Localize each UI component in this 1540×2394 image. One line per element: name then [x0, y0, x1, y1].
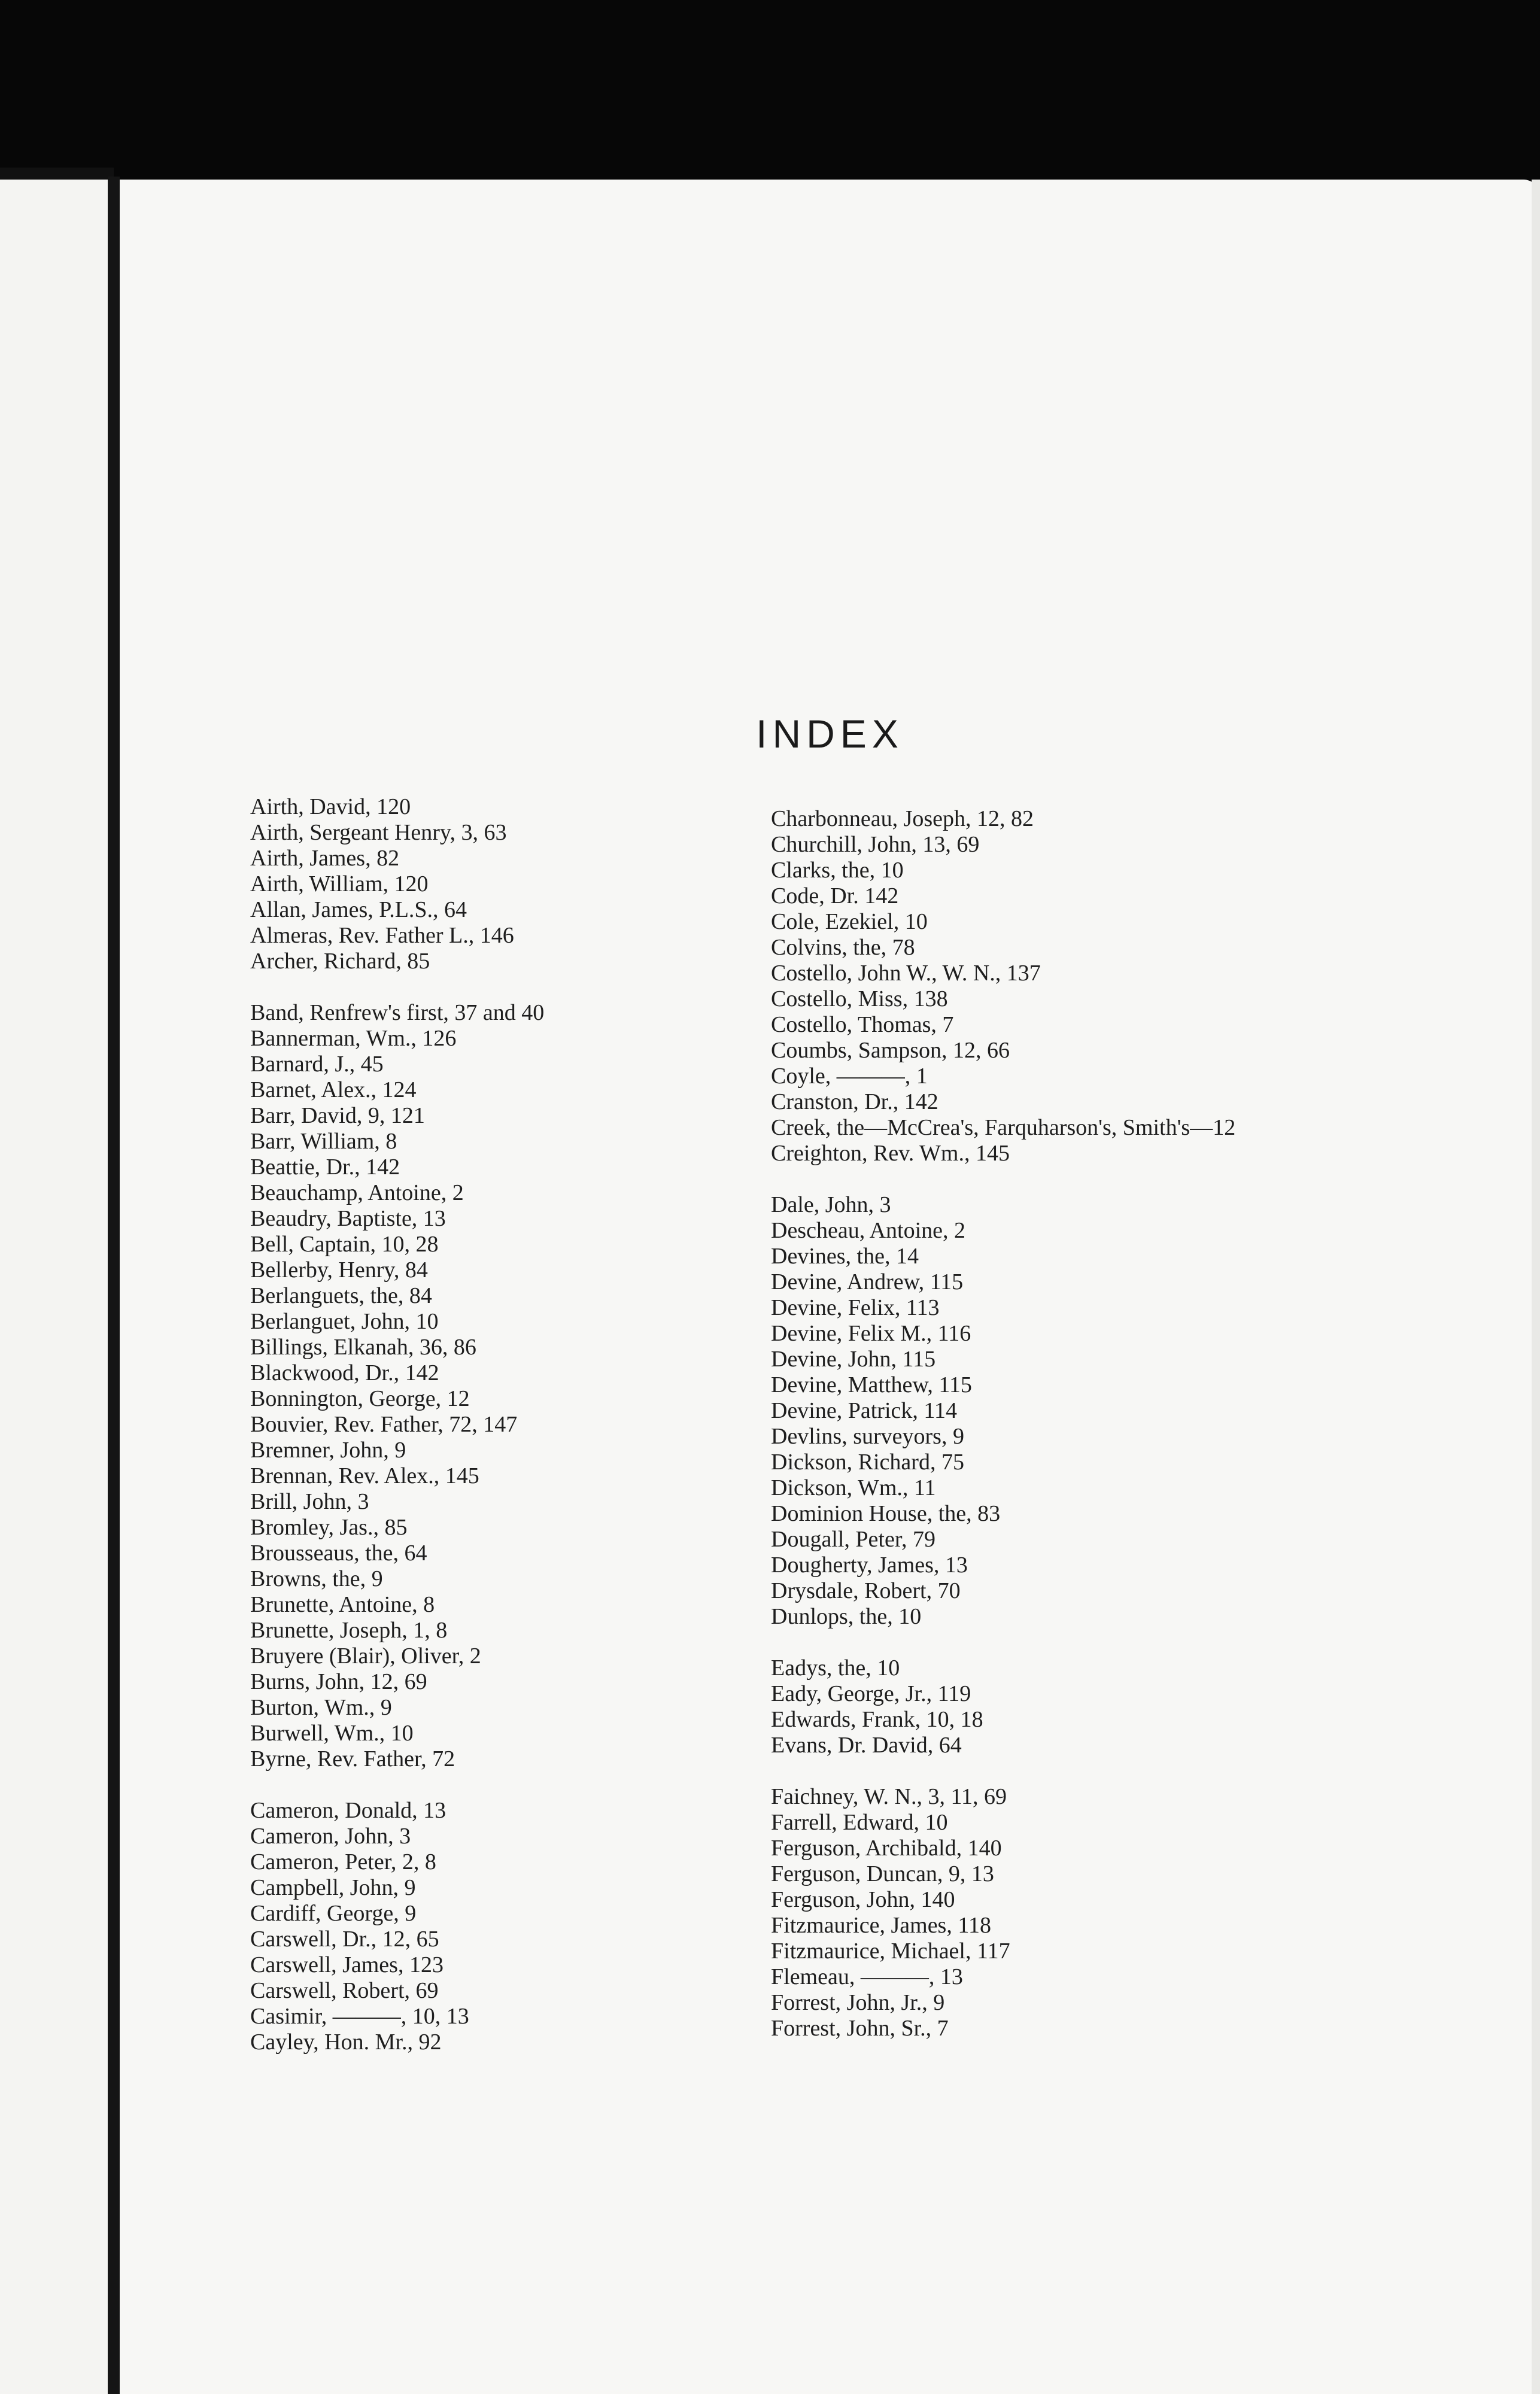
index-entry: Berlanguet, John, 10: [250, 1309, 439, 1334]
index-entry: Bruyere (Blair), Oliver, 2: [250, 1643, 481, 1669]
index-entry: Campbell, John, 9: [250, 1875, 416, 1900]
index-entry: Coumbs, Sampson, 12, 66: [771, 1038, 1010, 1063]
index-entry: Airth, Sergeant Henry, 3, 63: [250, 820, 507, 845]
index-entry: Colvins, the, 78: [771, 935, 915, 960]
index-entry: Devlins, surveyors, 9: [771, 1424, 964, 1449]
index-entry: Dickson, Richard, 75: [771, 1450, 964, 1475]
index-entry: Costello, Miss, 138: [771, 986, 948, 1011]
index-entry: Creek, the—McCrea's, Farquharson's, Smith's—12: [771, 1115, 1236, 1140]
index-entry: Carswell, Robert, 69: [250, 1978, 439, 2003]
index-entry: Archer, Richard, 85: [250, 949, 430, 974]
index-entry: Byrne, Rev. Father, 72: [250, 1746, 455, 1772]
index-entry: Dale, John, 3: [771, 1192, 891, 1217]
index-entry: Burns, John, 12, 69: [250, 1669, 427, 1694]
index-entry: Cole, Ezekiel, 10: [771, 909, 928, 934]
index-entry: Airth, James, 82: [250, 846, 400, 871]
index-entry: Code, Dr. 142: [771, 883, 899, 909]
index-entry: Cameron, Peter, 2, 8: [250, 1849, 436, 1875]
index-entry: Bell, Captain, 10, 28: [250, 1232, 439, 1257]
index-entry: Bellerby, Henry, 84: [250, 1257, 428, 1283]
index-entry: Cayley, Hon. Mr., 92: [250, 2030, 442, 2055]
index-entry: Dougherty, James, 13: [771, 1553, 968, 1578]
index-entry: Bromley, Jas., 85: [250, 1515, 408, 1540]
index-entry: Flemeau, ———, 13: [771, 1964, 963, 1989]
index-entry: Cameron, John, 3: [250, 1824, 411, 1849]
index-entry: Cranston, Dr., 142: [771, 1089, 938, 1114]
index-letter-group: [771, 806, 1369, 1166]
index-entry: Barr, David, 9, 121: [250, 1103, 425, 1128]
index-entry: Ferguson, John, 140: [771, 1887, 955, 1912]
index-entry: Carswell, James, 123: [250, 1952, 444, 1977]
index-entry: Eady, George, Jr., 119: [771, 1681, 971, 1706]
index-entry: Bouvier, Rev. Father, 72, 147: [250, 1412, 518, 1437]
index-entry: Devine, John, 115: [771, 1347, 936, 1372]
index-entry: Farrell, Edward, 10: [771, 1810, 948, 1835]
index-letter-group: [250, 1798, 801, 2055]
index-entry: Devine, Felix, 113: [771, 1295, 940, 1320]
index-entry: Cardiff, George, 9: [250, 1901, 417, 1926]
index-entry: Clarks, the, 10: [771, 858, 904, 883]
scan-background: [0, 0, 1540, 192]
index-entry: Charbonneau, Joseph, 12, 82: [771, 806, 1034, 831]
page-title: INDEX: [756, 712, 904, 756]
index-entry: Beauchamp, Antoine, 2: [250, 1180, 464, 1205]
index-entry: Brennan, Rev. Alex., 145: [250, 1463, 479, 1488]
index-entry: Churchill, John, 13, 69: [771, 832, 980, 857]
index-entry: Dougall, Peter, 79: [771, 1527, 935, 1552]
index-letter-group: [771, 1192, 1369, 1630]
index-entry: Coyle, ———, 1: [771, 1064, 928, 1089]
index-entry: Dunlops, the, 10: [771, 1604, 922, 1629]
index-entry: Forrest, John, Sr., 7: [771, 2016, 949, 2041]
index-letter-group: [250, 794, 801, 974]
index-entry: Brousseaus, the, 64: [250, 1541, 427, 1566]
index-entry: Edwards, Frank, 10, 18: [771, 1707, 983, 1732]
index-entry: Blackwood, Dr., 142: [250, 1360, 439, 1386]
facing-page-edge: [0, 180, 114, 2394]
index-entry: Costello, Thomas, 7: [771, 1012, 954, 1037]
index-letter-group: [771, 1784, 1369, 2041]
index-letter-group: [771, 1655, 1369, 1758]
index-entry: Forrest, John, Jr., 9: [771, 1990, 945, 2015]
index-entry: Devine, Andrew, 115: [771, 1269, 964, 1295]
index-entry: Evans, Dr. David, 64: [771, 1733, 962, 1758]
index-entry: Burton, Wm., 9: [250, 1695, 392, 1720]
index-entry: Brunette, Joseph, 1, 8: [250, 1618, 448, 1643]
index-entry: Barnard, J., 45: [250, 1052, 384, 1077]
index-entry: Barr, William, 8: [250, 1129, 397, 1154]
index-entry: Airth, David, 120: [250, 794, 411, 819]
index-entry: Cameron, Donald, 13: [250, 1798, 446, 1823]
index-entry: Devine, Matthew, 115: [771, 1372, 972, 1397]
index-entry: Almeras, Rev. Father L., 146: [250, 923, 514, 948]
index-entry: Eadys, the, 10: [771, 1655, 900, 1681]
index-entry: Devines, the, 14: [771, 1244, 919, 1269]
index-entry: Descheau, Antoine, 2: [771, 1218, 966, 1243]
index-entry: Casimir, ———, 10, 13: [250, 2004, 469, 2029]
index-entry: Devine, Felix M., 116: [771, 1321, 971, 1346]
index-entry: Drysdale, Robert, 70: [771, 1578, 961, 1603]
index-entry: Ferguson, Archibald, 140: [771, 1836, 1002, 1861]
index-entry: Bonnington, George, 12: [250, 1386, 470, 1411]
index-entry: Brill, John, 3: [250, 1489, 369, 1514]
index-entry: Band, Renfrew's first, 37 and 40: [250, 1000, 545, 1025]
book-spine: [108, 177, 120, 2394]
index-entry: Burwell, Wm., 10: [250, 1721, 414, 1746]
index-entry: Airth, William, 120: [250, 871, 429, 897]
index-entry: Bremner, John, 9: [250, 1438, 406, 1463]
index-entry: Fitzmaurice, James, 118: [771, 1913, 991, 1938]
index-entry: Beattie, Dr., 142: [250, 1155, 400, 1180]
index-entry: Brunette, Antoine, 8: [250, 1592, 435, 1617]
index-entry: Devine, Patrick, 114: [771, 1398, 957, 1423]
index-entry: Carswell, Dr., 12, 65: [250, 1927, 439, 1952]
index-entry: Ferguson, Duncan, 9, 13: [771, 1861, 994, 1886]
index-entry: Costello, John W., W. N., 137: [771, 961, 1041, 986]
index-entry: Dominion House, the, 83: [771, 1501, 1001, 1526]
index-entry: Allan, James, P.L.S., 64: [250, 897, 467, 922]
index-entry: Beaudry, Baptiste, 13: [250, 1206, 446, 1231]
index-entry: Billings, Elkanah, 36, 86: [250, 1335, 476, 1360]
index-entry: Creighton, Rev. Wm., 145: [771, 1141, 1010, 1166]
index-entry: Browns, the, 9: [250, 1566, 383, 1591]
index-column-left: [250, 794, 801, 2081]
index-entry: Berlanguets, the, 84: [250, 1283, 432, 1308]
index-page: [120, 180, 1540, 2394]
index-entry: Dickson, Wm., 11: [771, 1475, 936, 1500]
index-entry: Fitzmaurice, Michael, 117: [771, 1939, 1010, 1964]
index-entry: Bannerman, Wm., 126: [250, 1026, 457, 1051]
index-entry: Barnet, Alex., 124: [250, 1077, 417, 1102]
index-column-right: [771, 806, 1369, 2067]
index-entry: Faichney, W. N., 3, 11, 69: [771, 1784, 1007, 1809]
index-letter-group: [250, 1000, 801, 1772]
